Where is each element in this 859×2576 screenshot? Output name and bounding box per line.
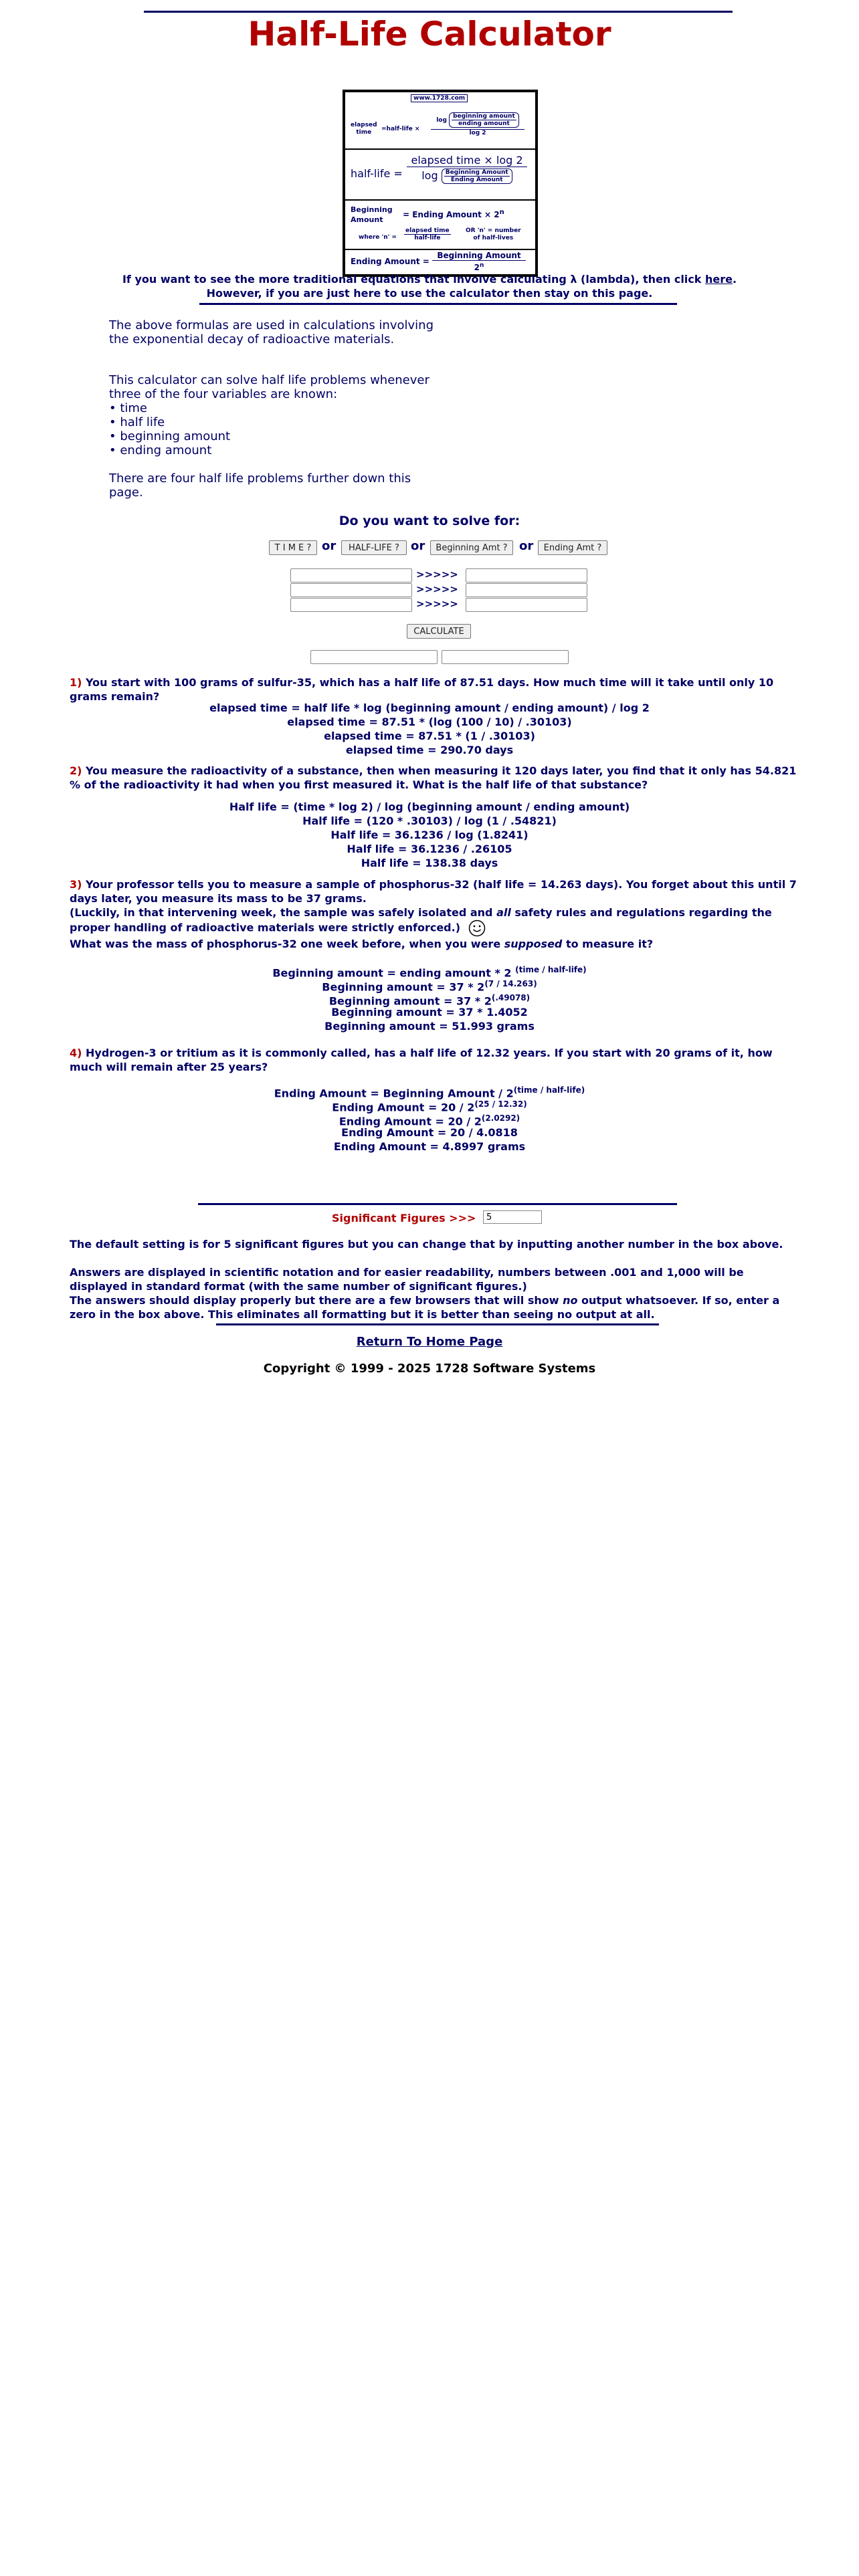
equation: Ending Amount = 20 / 4.0818 (341, 1126, 518, 1139)
formula-half-life (345, 150, 535, 201)
input-value-1[interactable] (466, 568, 587, 582)
equation: Half life = 36.1236 / log (1.8241) (330, 829, 529, 841)
list-item: • half life (109, 415, 165, 429)
solve-halflife-button[interactable]: HALF-LIFE ? (341, 540, 407, 555)
solve-time-button[interactable]: T I M E ? (269, 540, 317, 555)
solve-ending-button[interactable]: Ending Amt ? (538, 540, 607, 555)
sigfig-input[interactable] (483, 1210, 542, 1224)
or-label: or (411, 539, 425, 553)
arrows: >>>>> (416, 583, 458, 595)
f3-or: OR 'n' = number of half-lives (466, 227, 521, 241)
lambda-link[interactable]: here (704, 273, 733, 286)
equation: Half life = (120 * .30103) / log (1 / .54821) (302, 815, 557, 827)
problem-4: 4) Hydrogen-3 or tritium as it is commonly called, has a half life of 12.32 years. If you start with 20 grams of it, how much will remain after 25 years? (70, 1047, 773, 1073)
list-item: • time (109, 401, 148, 415)
solve-beginning-button[interactable]: Beginning Amt ? (430, 540, 513, 555)
intro-rule (199, 303, 677, 305)
arrows: >>>>> (416, 568, 458, 580)
equation: Half life = 138.38 days (361, 857, 498, 869)
footer-rule (216, 1323, 659, 1325)
equation: Beginning amount = ending amount * 2 $^{(time / half-life)}$ (272, 965, 587, 980)
f1-eq: =half-life × (381, 126, 420, 132)
equation: elapsed time = 87.51 * (log (100 / 10) / .30103) (287, 716, 572, 728)
page-title: Half-Life Calculator (248, 15, 611, 53)
equation: Ending Amount = 4.8997 grams (333, 1140, 526, 1153)
equation: elapsed time = half life * log (beginning amount / ending amount) / log 2 (209, 702, 650, 714)
description-p3: There are four half life problems further down this page. (109, 471, 411, 500)
return-home-link[interactable]: Return To Home Page (356, 1335, 503, 1349)
input-value-2[interactable] (466, 583, 587, 597)
input-label-2[interactable] (290, 583, 412, 597)
input-label-3[interactable] (290, 598, 412, 612)
equation: Beginning amount = $37 * 2^{(.49078)}$ (328, 993, 531, 1008)
input-value-3[interactable] (466, 598, 587, 612)
formula-box (343, 90, 538, 277)
formula-beginning-amount (345, 201, 535, 250)
list-item: • ending amount (109, 443, 212, 457)
arrows: >>>>> (416, 598, 458, 610)
footer-note-2: Answers are displayed in scientific notation and for easier readability, numbers between .001 and 1,000 will be displayed in standard format (with the same number of significant figures.) (70, 1266, 744, 1293)
variable-list (109, 401, 444, 457)
f3-n-fraction: elapsed time half-life (405, 227, 450, 241)
f3-left: Beginning Amount (351, 205, 393, 224)
footer-note-1: The default setting is for 5 significant figures but you can change that by inputting another number in the box above. (70, 1238, 783, 1251)
equation: Ending Amount = Beginning Amount / $2^{(time / half-life)}$ (274, 1085, 585, 1100)
top-rule (144, 11, 733, 13)
f2-fraction: elapsed time × log 2 log $\frac{\text{Beginning Amount}}{\text{Ending Amount}}$ (407, 154, 527, 184)
f3-right: = Ending Amount × $2^n$ (403, 209, 504, 219)
result-value-output[interactable] (442, 650, 569, 664)
equation: Beginning amount = 37 * 1.4052 (331, 1006, 528, 1018)
equation: Half life = 36.1236 / .26105 (347, 843, 512, 855)
formula-elapsed-time (345, 92, 535, 150)
description-p2: This calculator can solve half life problems whenever three of the four variables are known: (109, 373, 430, 401)
footer-note-3: The answers should display properly but there are a few browsers that will show no output whatsoever. If so, enter a zero in the box above. This eliminates all formatting but it is better than seeing no output at all. (70, 1294, 780, 1321)
problem-3: 3) Your professor tells you to measure a sample of phosphorus-32 (half life = 14.263 days). You forget about this until 7 days later, you measure its mass to be 37 grams. (Luckily, in that intervening week, the sample was safely isolated and all safety rules and regulations regarding the proper handling of radioactive materials were strictly enforced.) What was the mass of phosphorus-32 one week before, when you were supposed to measure it? (70, 878, 797, 950)
formula-ending-amount (345, 250, 535, 274)
problem-2: 2) You measure the radioactivity of a substance, then when measuring it 120 days later, you find that it only has 54.821 % of the radioactivity it had when you first measured it. What is the half life of that substance? (70, 764, 797, 791)
calculate-button[interactable]: CALCULATE (407, 624, 471, 639)
input-label-1[interactable] (290, 568, 412, 582)
intro-line-2: However, if you are just here to use the calculator then stay on this page. (206, 287, 653, 300)
equation: Ending Amount = $20 / 2^{(2.0292)}$ (339, 1113, 520, 1128)
sigfig-label: Significant Figures >>> (332, 1212, 476, 1224)
solve-heading: Do you want to solve for: (339, 514, 520, 528)
list-item: • beginning amount (109, 429, 231, 443)
smiley-icon (468, 920, 486, 937)
equation: Beginning amount = 51.993 grams (324, 1020, 535, 1033)
f4-fraction: Beginning Amount 2$^n$ (432, 251, 526, 272)
intro-line-1: If you want to see the more traditional equations that involve calculating λ (lambda), then click here. (122, 273, 737, 286)
problem-1: 1) You start with 100 grams of sulfur-35, which has a half life of 87.51 days. How much time will it take until only 10 grams remain? (70, 676, 774, 703)
f4-left: Ending Amount = (351, 257, 430, 266)
f1-left: elapsed time (351, 122, 377, 136)
or-label: or (322, 539, 337, 553)
logo: www.1728.com (411, 94, 468, 102)
f1-fraction: log $\frac{\text{beginning amount}}{\text{ending amount}}$ log 2 (431, 112, 524, 136)
result-label-output[interactable] (310, 650, 438, 664)
equation: elapsed time = 290.70 days (345, 744, 514, 756)
equation: Beginning amount = $37 * 2^{(7 / 14.263)}$ (322, 979, 537, 994)
or-label: or (519, 539, 534, 553)
equation: Half life = (time * log 2) / log (beginning amount / ending amount) (229, 800, 630, 813)
equation: Ending Amount = $20 / 2^{(25 / 12.32)}$ (332, 1099, 527, 1114)
copyright: Copyright © 1999 - 2025 1728 Software Systems (263, 1362, 596, 1376)
equation: elapsed time = 87.51 * (1 / .30103) (324, 730, 535, 742)
description-p1: The above formulas are used in calculations involving the exponential decay of radioactive materials. (109, 318, 434, 346)
f3-where: where 'n' = (359, 234, 397, 241)
f2-left: half-life = (351, 167, 403, 180)
sigfig-rule (198, 1203, 677, 1205)
